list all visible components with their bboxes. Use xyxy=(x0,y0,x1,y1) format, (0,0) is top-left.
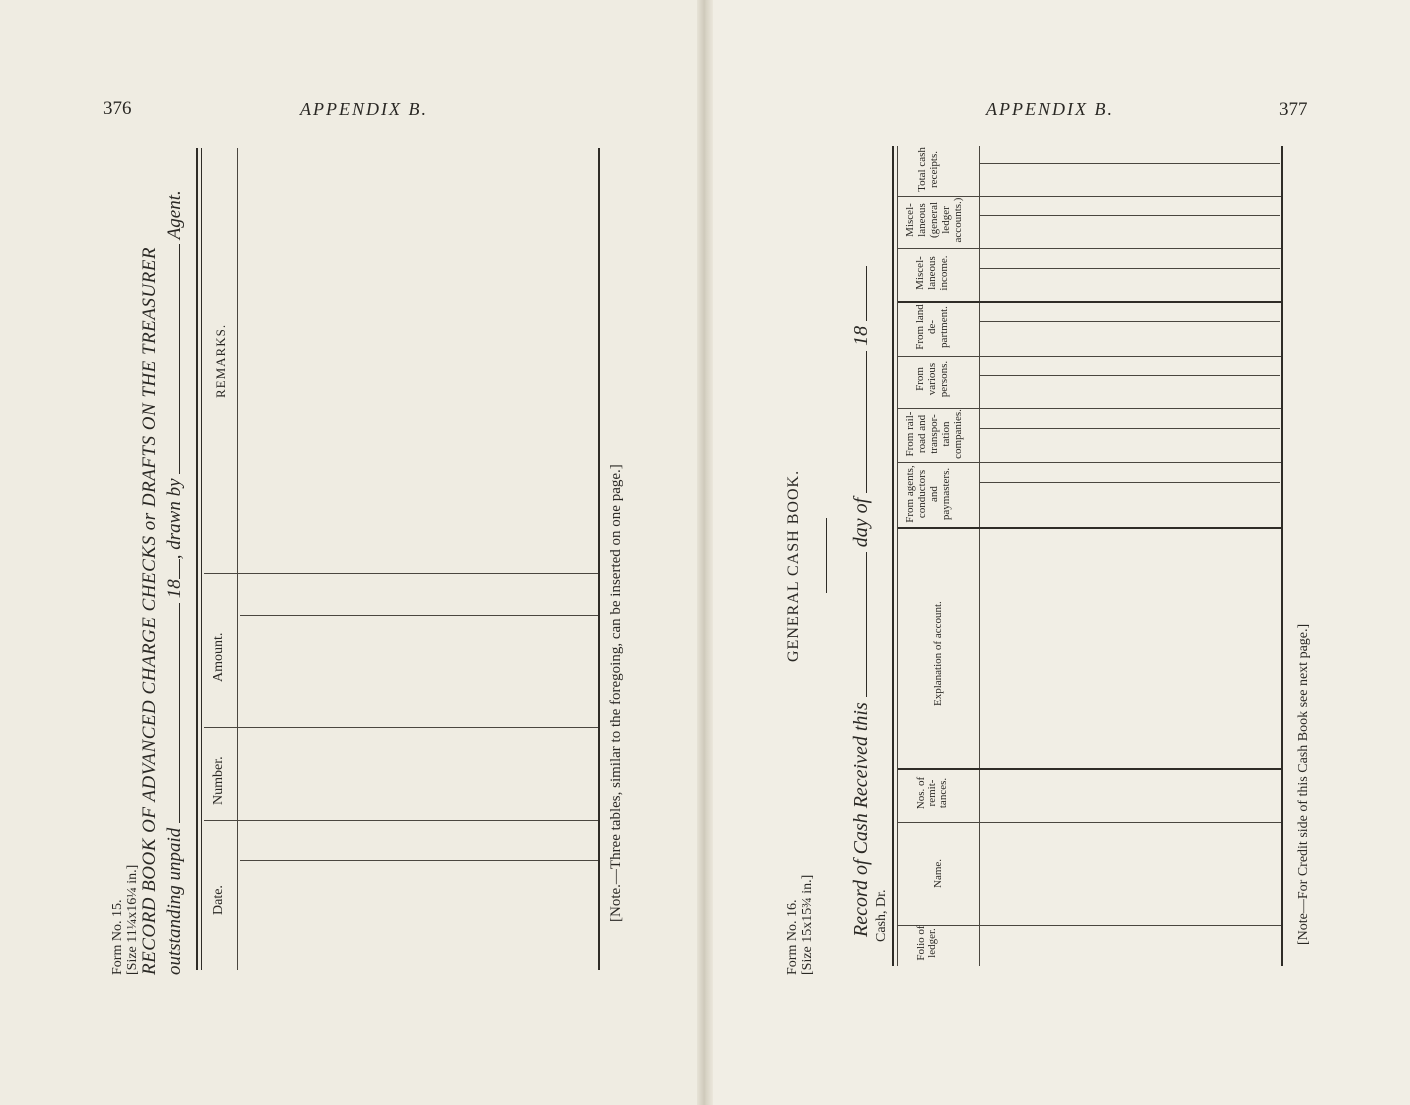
form-16-size: [Size 15x15¾ in.] xyxy=(800,874,815,975)
col-land: From land de-partment. xyxy=(914,304,950,350)
left-page-number: 376 xyxy=(103,98,132,119)
column-subdivider-amount xyxy=(240,615,598,616)
book-gutter xyxy=(697,0,713,1105)
column-divider-number xyxy=(204,727,598,728)
col-misc-income: Miscel-laneous income. xyxy=(914,255,950,291)
left-page xyxy=(0,0,702,1105)
sub-total xyxy=(980,163,1280,164)
form-15-note: [Note.—Three tables, similar to the foregoing, can be inserted on one page.] xyxy=(608,464,624,922)
column-amount: Amount. xyxy=(211,632,226,682)
divider-remittances xyxy=(898,768,1281,770)
col-folio: Folio of ledger. xyxy=(915,925,938,961)
sub-land xyxy=(980,321,1280,322)
subtitle-year: 18 xyxy=(164,579,185,599)
divider-land xyxy=(898,301,1281,303)
cash-table-rule-left-2 xyxy=(897,146,898,966)
table-rule-outer-1 xyxy=(196,148,198,970)
table-rule-right xyxy=(598,148,600,970)
column-remarks: REMARKS. xyxy=(213,323,228,398)
sub-agents xyxy=(980,482,1280,483)
column-subdivider-date xyxy=(240,860,598,861)
form-16-note: [Note—For Credit side of this Cash Book see next page.] xyxy=(1296,623,1311,945)
divider-misc-income xyxy=(898,248,1281,249)
form-15-size: [Size 11¼x16¼ in.] xyxy=(125,864,140,975)
subtitle-drawn: , drawn by xyxy=(164,478,185,560)
sub-misc-ledger xyxy=(980,215,1280,216)
divider-folio xyxy=(898,925,1281,926)
left-running-head: APPENDIX B. xyxy=(300,99,428,119)
record-day-text: day of xyxy=(850,497,872,548)
form-15-title: RECORD BOOK OF ADVANCED CHARGE CHECKS or DRAFTS ON THE TREASURER xyxy=(139,247,160,975)
form-15-subtitle xyxy=(164,145,194,975)
record-year-text: 18 xyxy=(850,325,872,346)
divider-name xyxy=(898,822,1281,823)
right-page-number: 377 xyxy=(1279,99,1308,120)
record-title xyxy=(850,266,880,937)
col-various: From various persons. xyxy=(914,360,950,398)
form-15-number: Form No. 15. xyxy=(110,899,125,975)
title-rule xyxy=(826,518,827,593)
col-railroad: From rail-road and transpor-tation companies. xyxy=(904,409,964,459)
right-running-head: APPENDIX B. xyxy=(986,99,1114,119)
sub-railroad xyxy=(980,428,1280,429)
table-header-rule xyxy=(237,148,238,970)
cash-table-rule-right xyxy=(1281,146,1283,966)
divider-explanation xyxy=(898,527,1281,529)
general-cash-book-title: GENERAL CASH BOOK. xyxy=(785,469,802,662)
col-explanation: Explanation of account. xyxy=(932,601,944,706)
subtitle-agent: Agent. xyxy=(164,190,185,240)
cash-dr-label: Cash, Dr. xyxy=(874,889,889,942)
column-date: Date. xyxy=(211,885,226,915)
column-number: Number. xyxy=(211,756,226,805)
divider-various xyxy=(898,356,1281,357)
col-agents: From agents, conductors and paymasters. xyxy=(904,465,952,523)
record-title-text: Record of Cash Received this xyxy=(850,702,872,937)
table-rule-outer-2 xyxy=(201,148,202,970)
divider-agents xyxy=(898,462,1281,463)
subtitle-start: outstanding unpaid xyxy=(164,827,185,975)
sub-misc-income xyxy=(980,268,1280,269)
cash-table-rule-left xyxy=(892,146,894,966)
form-16-number: Form No. 16. xyxy=(785,899,800,975)
column-divider-amount xyxy=(204,573,598,574)
cash-table-header-rule xyxy=(979,146,980,966)
column-divider-date xyxy=(204,820,598,821)
sub-various xyxy=(980,375,1280,376)
col-misc-ledger: Miscel-laneous (general ledger accounts.) xyxy=(904,197,964,243)
col-name: Name. xyxy=(932,858,944,888)
col-remittances: Nos. of remit-tances. xyxy=(915,776,949,810)
col-total: Total cash receipts. xyxy=(916,147,940,192)
